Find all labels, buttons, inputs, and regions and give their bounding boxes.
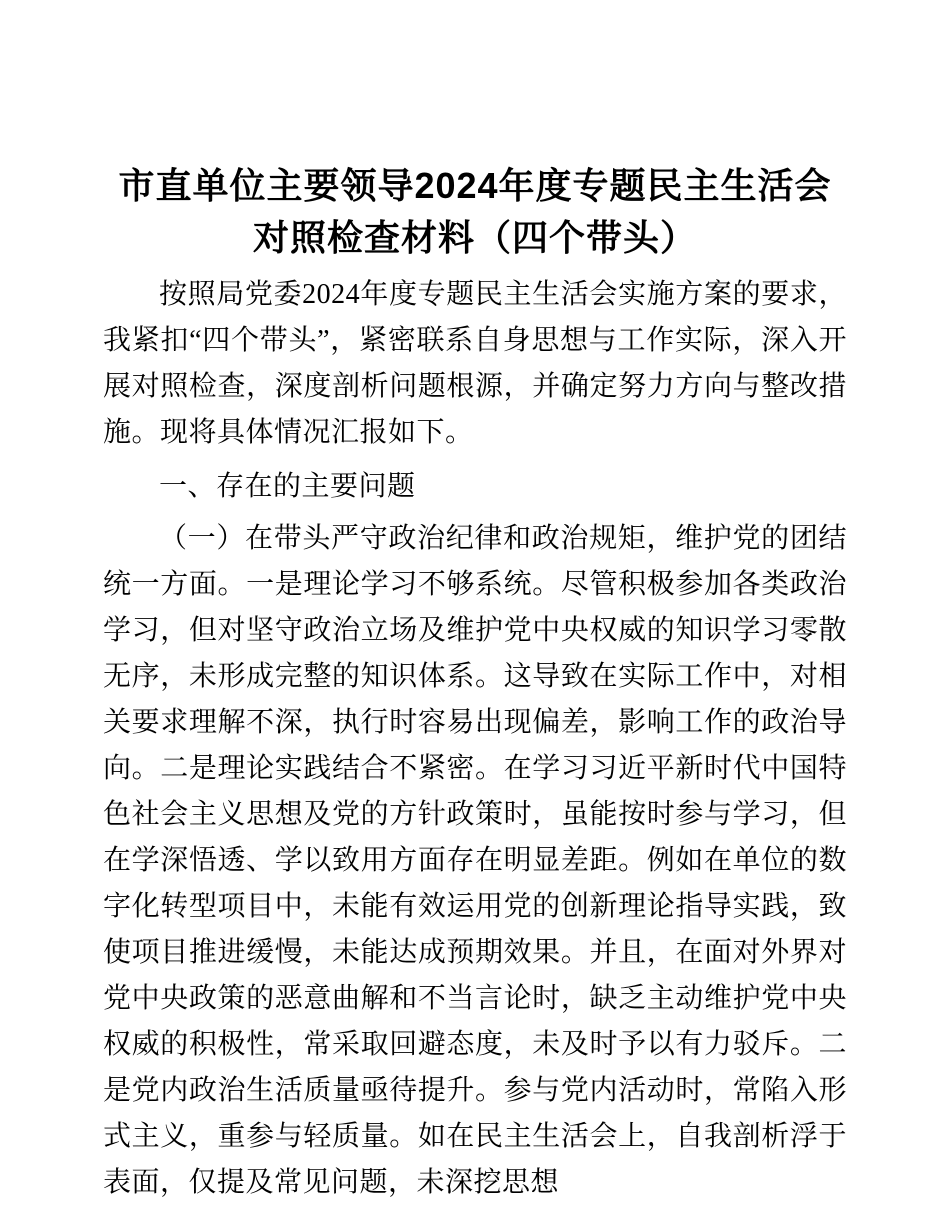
intro-paragraph: 按照局党委2024年度专题民主生活会实施方案的要求，我紧扣“四个带头”，紧密联系自身思想与工作实际，深入开展对照检查，深度剖析问题根源，并确定努力方向与整改措施。现将具体情况汇报如下。 bbox=[103, 279, 847, 448]
section-1-heading: 一、存在的主要问题 bbox=[159, 471, 416, 502]
document-title: 市直单位主要领导2024年度专题民主生活会对照检查材料（四个带头） bbox=[118, 165, 832, 258]
section-1-paragraph: （一）在带头严守政治纪律和政治规矩，维护党的团结统一方面。一是理论学习不够系统。尽管积极参加各类政治学习，但对坚守政治立场及维护党中央权威的知识学习零散无序，未形成完整的知识体系。这导致在实际工作中，对相关要求理解不深，执行时容易出现偏差，影响工作的政治导向。二是理论实践结合不紧密。在学习习近平新时代中国特色社会主义思想及党的方针政策时，虽能按时参与学习，但在学深悟透、学以致用方面存在明显差距。例如在单位的数字化转型项目中，未能有效运用党的创新理论指导实践，致使项目推进缓慢，未能达成预期效果。并且，在面对外界对党中央政策的恶意曲解和不当言论时，缺乏主动维护党中央权威的积极性，常采取回避态度，未及时予以有力驳斥。二是党内政治生活质量亟待提升。参与党内活动时，常陷入形式主义，重参与轻质量。如在民主生活会上，自我剖析浮于表面，仅提及常见问题，未深挖思想 bbox=[103, 523, 847, 1198]
